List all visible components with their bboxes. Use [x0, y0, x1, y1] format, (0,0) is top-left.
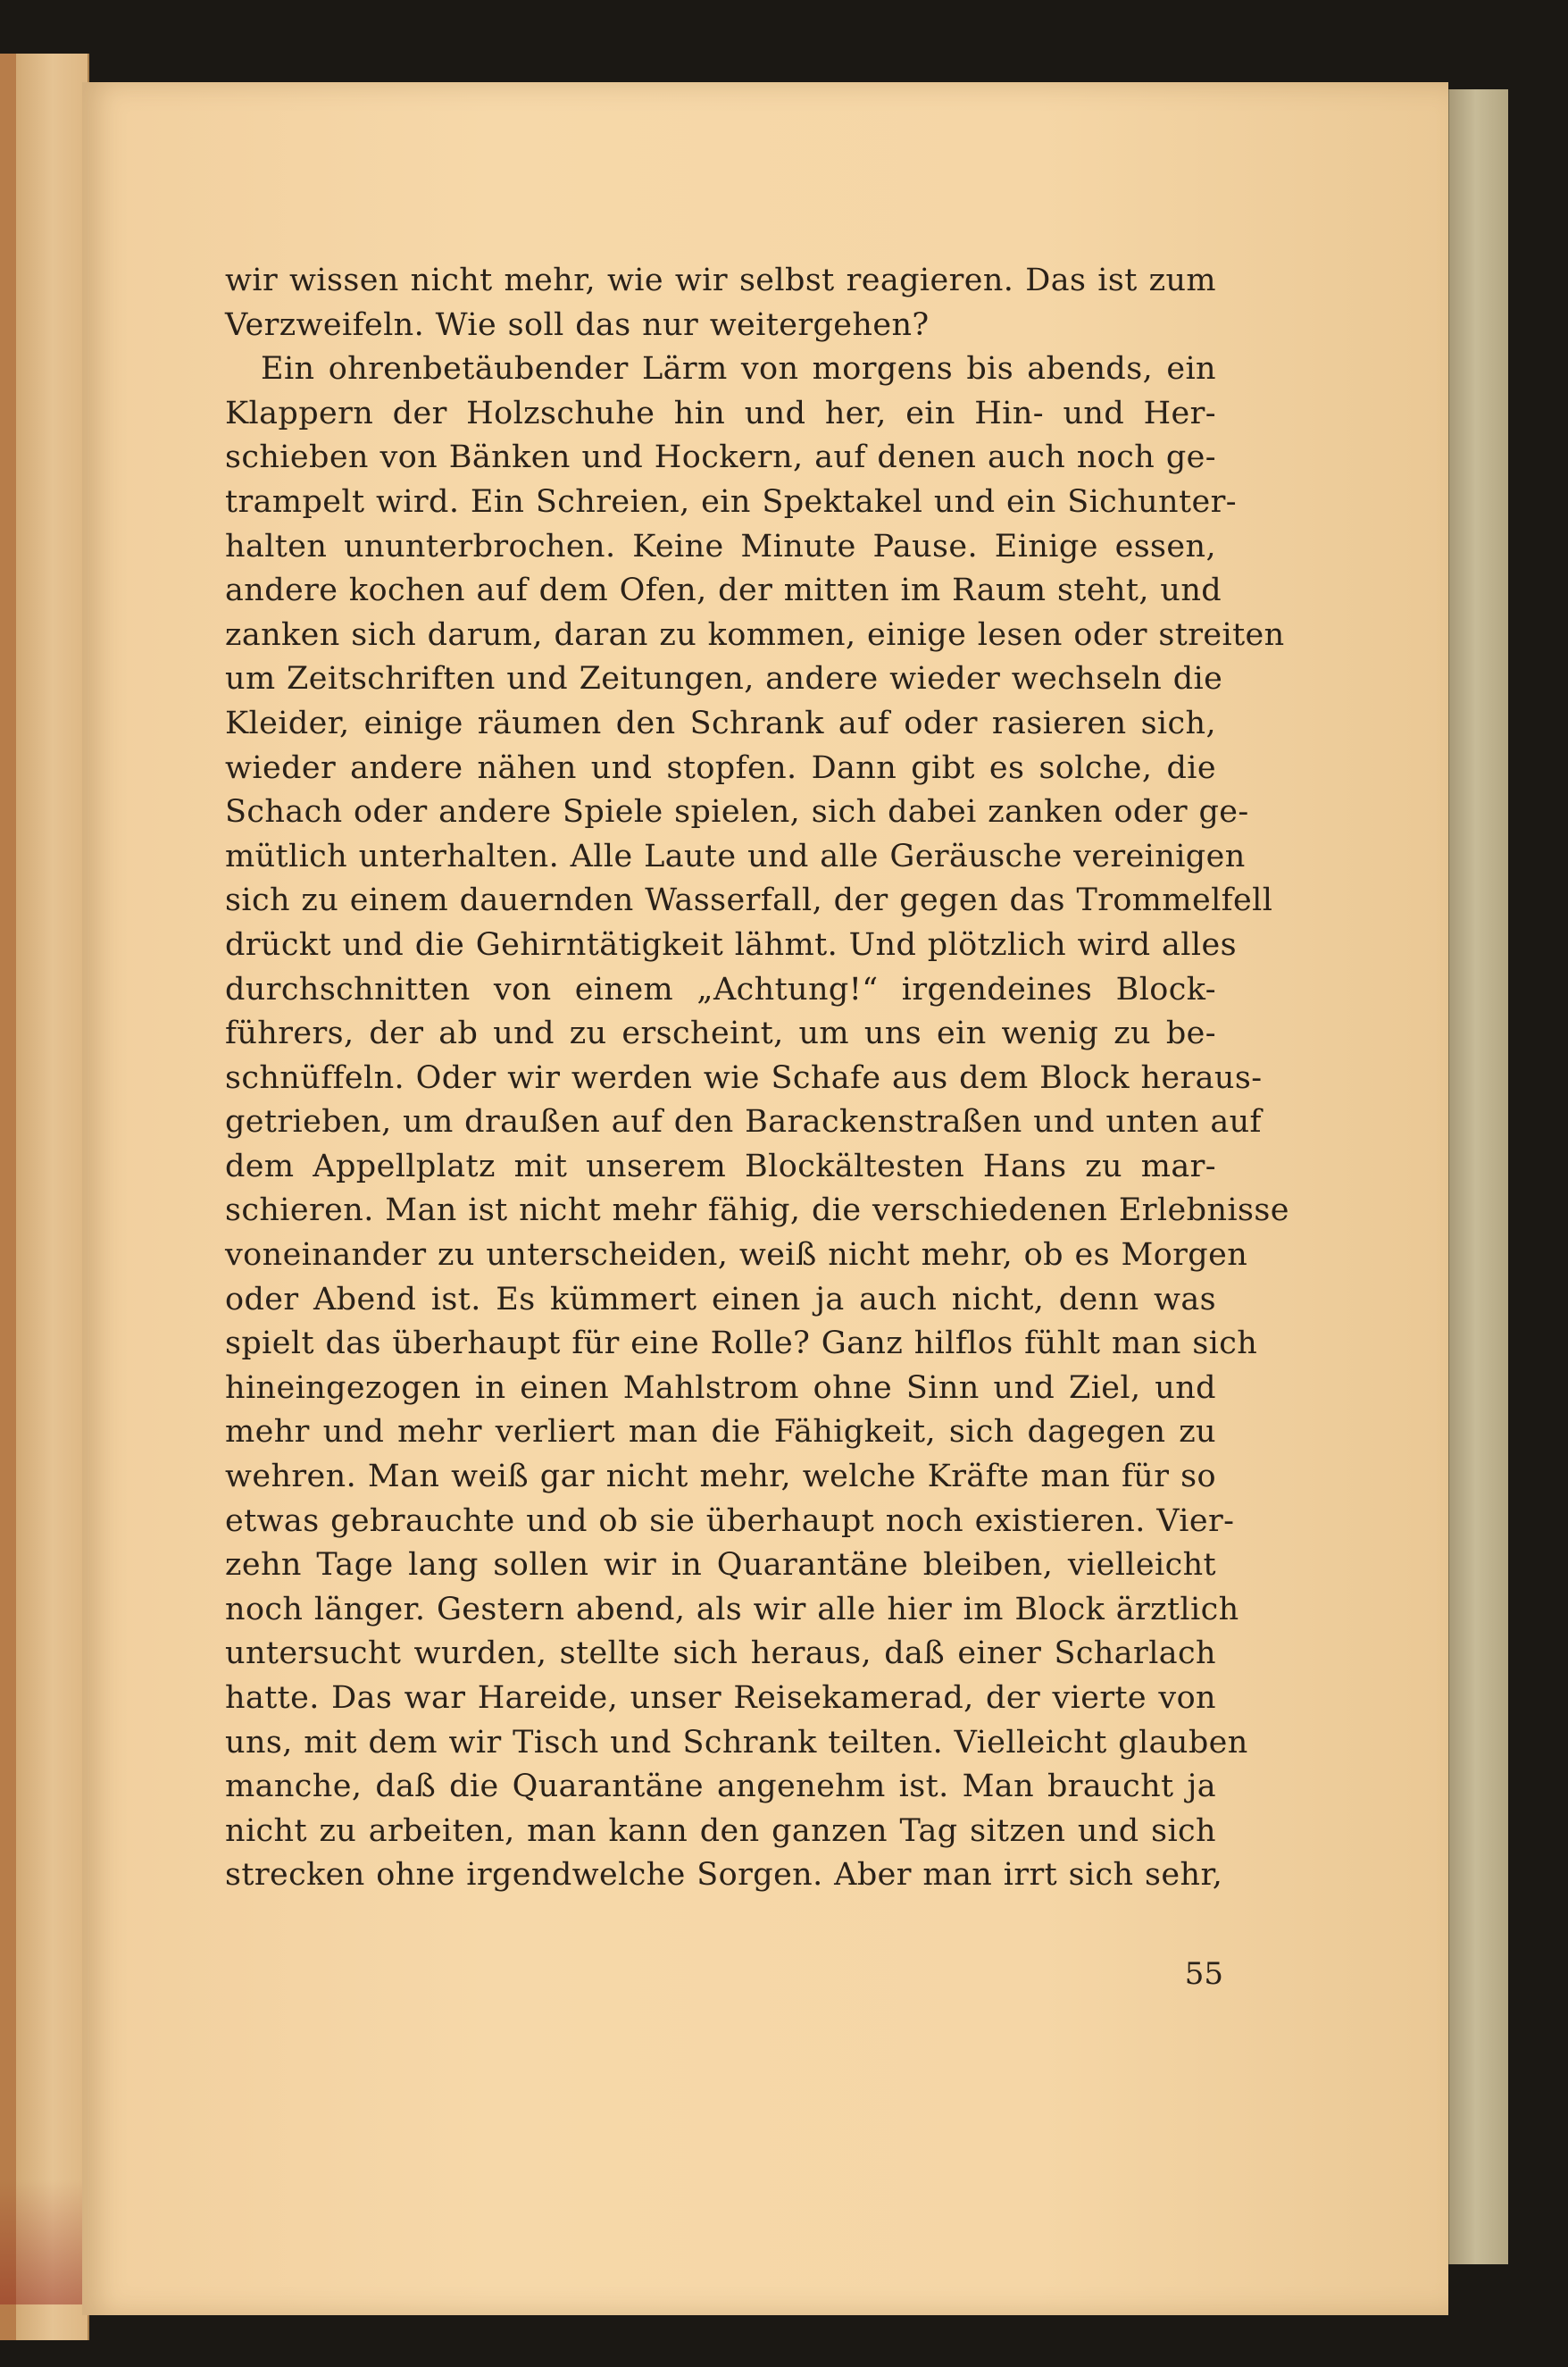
- text-line: Verzweifeln. Wie soll das nur weitergehen?: [225, 306, 930, 343]
- book-cover-edge: [1447, 89, 1508, 2264]
- text-line: zanken sich darum, daran zu kommen, einige lesen oder streiten: [225, 616, 1285, 653]
- text-line: halten ununterbrochen. Keine Minute Pause. Einige essen,: [225, 528, 1216, 565]
- text-line: zehn Tage lang sollen wir in Quarantäne bleiben, vielleicht: [225, 1547, 1216, 1584]
- text-line: Kleider, einige räumen den Schrank auf oder rasieren sich,: [225, 705, 1216, 741]
- text-line: schieben von Bänken und Hockern, auf denen auch noch ge-: [225, 439, 1216, 476]
- text-line: getrieben, um draußen auf den Barackenstraßen und unten auf: [225, 1104, 1262, 1141]
- text-line: hineingezogen in einen Mahlstrom ohne Sinn und Ziel, und: [225, 1369, 1216, 1406]
- text-line: mehr und mehr verliert man die Fähigkeit, sich dagegen zu: [225, 1414, 1216, 1451]
- text-line: wieder andere nähen und stopfen. Dann gibt es solche, die: [225, 749, 1216, 786]
- page-body-text: [225, 259, 1289, 1898]
- text-line: spielt das überhaupt für eine Rolle? Ganz hilflos fühlt man sich: [225, 1326, 1258, 1362]
- text-line: sich zu einem dauernden Wasserfall, der gegen das Trommelfell: [225, 882, 1273, 919]
- text-line: dem Appellplatz mit unserem Blockältesten Hans zu mar-: [225, 1148, 1216, 1184]
- text-line: führers, der ab und zu erscheint, um uns ein wenig zu be-: [225, 1016, 1216, 1052]
- text-line: hatte. Das war Hareide, unser Reisekamerad, der vierte von: [225, 1680, 1216, 1716]
- text-line: trampelt wird. Ein Schreien, ein Spektakel und ein Sichunter-: [225, 483, 1237, 520]
- text-line: mütlich unterhalten. Alle Laute und alle Geräusche vereinigen: [225, 838, 1246, 874]
- page-number: 55: [1184, 1956, 1223, 1992]
- text-line: nicht zu arbeiten, man kann den ganzen Tag sitzen und sich: [225, 1812, 1216, 1849]
- text-line: uns, mit dem wir Tisch und Schrank teilten. Vielleicht glauben: [225, 1724, 1248, 1761]
- text-line: schnüffeln. Oder wir werden wie Schafe aus dem Block heraus-: [225, 1059, 1263, 1096]
- text-line: drückt und die Gehirntätigkeit lähmt. Und plötzlich wird alles: [225, 926, 1237, 963]
- text-line: um Zeitschriften und Zeitungen, andere wieder wechseln die: [225, 661, 1223, 698]
- text-line: durchschnitten von einem „Achtung!“ irgendeines Block-: [225, 971, 1216, 1008]
- text-line: untersucht wurden, stellte sich heraus, daß einer Scharlach: [225, 1635, 1216, 1672]
- text-line: schieren. Man ist nicht mehr fähig, die verschiedenen Erlebnisse: [225, 1192, 1289, 1229]
- text-line: wehren. Man weiß gar nicht mehr, welche Kräfte man für so: [225, 1459, 1216, 1495]
- text-line: etwas gebrauchte und ob sie überhaupt noch existieren. Vier-: [225, 1502, 1235, 1539]
- text-line: manche, daß die Quarantäne angenehm ist. Man braucht ja: [225, 1769, 1216, 1805]
- text-line: strecken ohne irgendwelche Sorgen. Aber man irrt sich sehr,: [225, 1857, 1223, 1894]
- text-line: noch länger. Gestern abend, als wir alle hier im Block ärztlich: [225, 1591, 1239, 1627]
- text-line: andere kochen auf dem Ofen, der mitten im Raum steht, und: [225, 573, 1222, 609]
- text-line: Klappern der Holzschuhe hin und her, ein Hin- und Her-: [225, 395, 1216, 431]
- text-line: oder Abend ist. Es kümmert einen ja auch nicht, denn was: [225, 1281, 1216, 1317]
- text-line: Schach oder andere Spiele spielen, sich dabei zanken oder ge-: [225, 794, 1249, 831]
- text-line: wir wissen nicht mehr, wie wir selbst reagieren. Das ist zum: [225, 263, 1216, 298]
- left-page-shadow: [0, 54, 16, 2340]
- book-spine-stain: [0, 2179, 86, 2304]
- text-line: Ein ohrenbetäubender Lärm von morgens bis abends, ein: [261, 351, 1216, 388]
- text-line: voneinander zu unterscheiden, weiß nicht mehr, ob es Morgen: [225, 1237, 1248, 1274]
